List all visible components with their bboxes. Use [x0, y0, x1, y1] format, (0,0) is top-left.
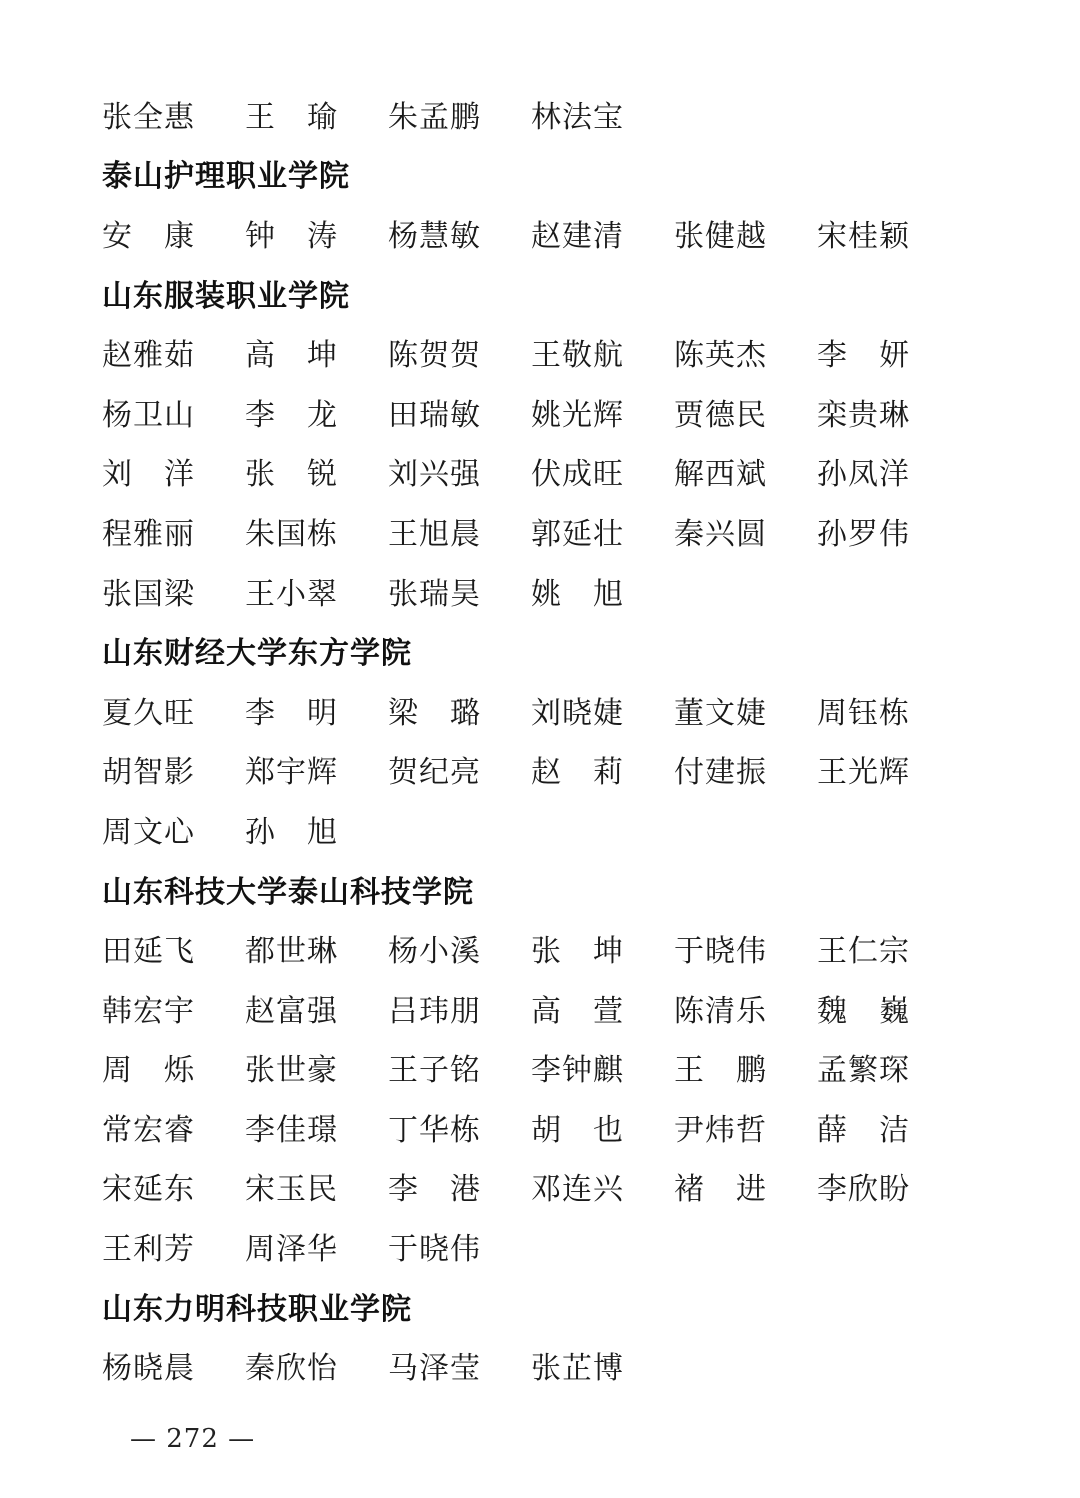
person-name — [531, 986, 674, 1030]
person-name — [102, 1224, 245, 1268]
person-name-text: 张 坤 — [531, 934, 623, 970]
person-name — [102, 986, 245, 1030]
person-name-text: 解 西 斌 — [674, 457, 766, 493]
person-name-text: 李 港 — [388, 1172, 480, 1208]
person-name — [531, 330, 674, 374]
name-row — [102, 501, 1002, 561]
person-name — [388, 1105, 531, 1149]
person-name-text: 付 建 振 — [674, 755, 766, 791]
person-name-text: 周 钰 栋 — [817, 695, 909, 731]
person-name — [102, 390, 245, 434]
person-name-text: 尹 炜 哲 — [674, 1112, 766, 1148]
person-name — [674, 211, 817, 255]
person-name-text: 张 国 梁 — [102, 576, 194, 612]
person-name-text: 张 全 惠 — [102, 99, 194, 135]
person-name-text: 李 佳 璟 — [245, 1112, 337, 1148]
person-name-text: 孟 繁 琛 — [817, 1053, 909, 1089]
name-row — [102, 442, 1002, 502]
person-name — [102, 807, 245, 851]
person-name — [245, 1105, 388, 1149]
person-name — [531, 92, 674, 136]
person-name — [245, 688, 388, 732]
person-name-text: 林 法 宝 — [531, 99, 623, 135]
person-name — [102, 1045, 245, 1089]
person-name — [102, 926, 245, 970]
person-name-text: 于 晓 伟 — [388, 1232, 480, 1268]
person-name — [674, 1164, 817, 1208]
person-name-text: 郑 宇 辉 — [245, 755, 337, 791]
person-name-text: 李 欣 盼 — [817, 1172, 909, 1208]
person-name — [817, 1105, 960, 1149]
person-name-text: 刘 兴 强 — [388, 457, 480, 493]
person-name — [245, 747, 388, 791]
person-name-text: 孙 凤 洋 — [817, 457, 909, 493]
person-name-text: 程 雅 丽 — [102, 516, 194, 552]
person-name — [674, 509, 817, 553]
person-name-text: 赵 建 清 — [531, 218, 623, 254]
person-name-text: 刘 晓 婕 — [531, 695, 623, 731]
person-name — [245, 449, 388, 493]
person-name-text: 褚 进 — [674, 1172, 766, 1208]
person-name — [245, 1164, 388, 1208]
person-name-text: 于 晓 伟 — [674, 934, 766, 970]
person-name — [102, 1164, 245, 1208]
person-name — [531, 509, 674, 553]
person-name-text: 贾 德 民 — [674, 397, 766, 433]
person-name — [388, 211, 531, 255]
person-name — [102, 569, 245, 613]
name-row — [102, 799, 1002, 859]
person-name — [388, 1045, 531, 1089]
person-name-text: 梁 璐 — [388, 695, 480, 731]
person-name-text: 田 瑞 敏 — [388, 397, 480, 433]
person-name-text: 周 泽 华 — [245, 1232, 337, 1268]
person-name — [531, 211, 674, 255]
person-name — [531, 390, 674, 434]
person-name — [674, 747, 817, 791]
person-name — [245, 1045, 388, 1089]
person-name — [817, 509, 960, 553]
person-name — [388, 747, 531, 791]
person-name — [817, 926, 960, 970]
person-name — [674, 1045, 817, 1089]
person-name-text: 吕 玮 朋 — [388, 993, 480, 1029]
person-name-text: 张 瑞 昊 — [388, 576, 480, 612]
person-name-text: 王 子 铭 — [388, 1053, 480, 1089]
person-name-text: 王 利 芳 — [102, 1232, 194, 1268]
person-name — [102, 92, 245, 136]
person-name — [817, 986, 960, 1030]
person-name-text: 邓 连 兴 — [531, 1172, 623, 1208]
person-name — [102, 1343, 245, 1387]
person-name-text: 赵 富 强 — [245, 993, 337, 1029]
person-name-text: 常 宏 睿 — [102, 1112, 194, 1148]
name-row — [102, 203, 1002, 263]
person-name — [817, 330, 960, 374]
person-name-text: 都 世 琳 — [245, 934, 337, 970]
person-name-text: 朱 国 栋 — [245, 516, 337, 552]
person-name — [102, 449, 245, 493]
person-name — [245, 807, 388, 851]
person-name-text: 张 锐 — [245, 457, 337, 493]
name-row — [102, 561, 1002, 621]
person-name-text: 王 光 辉 — [817, 755, 909, 791]
person-name-text: 陈 贺 贺 — [388, 338, 480, 374]
name-row — [102, 382, 1002, 442]
person-name — [674, 688, 817, 732]
person-name-text: 宋 延 东 — [102, 1172, 194, 1208]
name-row — [102, 740, 1002, 800]
person-name — [388, 330, 531, 374]
person-name — [531, 449, 674, 493]
person-name-text: 陈 英 杰 — [674, 338, 766, 374]
person-name-text: 王 敬 航 — [531, 338, 623, 374]
person-name — [245, 986, 388, 1030]
person-name-text: 伏 成 旺 — [531, 457, 623, 493]
person-name — [102, 211, 245, 255]
person-name-text: 姚 旭 — [531, 576, 623, 612]
person-name-text: 孙 罗 伟 — [817, 516, 909, 552]
person-name — [674, 1105, 817, 1149]
person-name — [674, 926, 817, 970]
person-name — [102, 1105, 245, 1149]
section-heading: 山东服装职业学院 — [102, 278, 350, 314]
section-heading: 山东力明科技职业学院 — [102, 1291, 412, 1327]
person-name-text: 王 瑜 — [245, 99, 337, 135]
person-name-text: 贺 纪 亮 — [388, 755, 480, 791]
person-name — [102, 330, 245, 374]
person-name — [245, 211, 388, 255]
person-name — [531, 1105, 674, 1149]
person-name-text: 魏 巍 — [817, 993, 909, 1029]
person-name — [674, 986, 817, 1030]
person-name-text: 刘 洋 — [102, 457, 194, 493]
name-row — [102, 1216, 1002, 1276]
person-name — [817, 449, 960, 493]
person-name — [817, 688, 960, 732]
person-name — [388, 92, 531, 136]
person-name-text: 高 坤 — [245, 338, 337, 374]
person-name — [102, 688, 245, 732]
person-name-text: 夏 久 旺 — [102, 695, 194, 731]
person-name-text: 赵 雅 茹 — [102, 338, 194, 374]
person-name-text: 王 仁 宗 — [817, 934, 909, 970]
person-name-text: 张 健 越 — [674, 218, 766, 254]
person-name-text: 姚 光 辉 — [531, 397, 623, 433]
name-row — [102, 1038, 1002, 1098]
person-name — [388, 926, 531, 970]
person-name — [388, 688, 531, 732]
name-row — [102, 1097, 1002, 1157]
person-name — [674, 390, 817, 434]
person-name-text: 秦 兴 圆 — [674, 516, 766, 552]
person-name — [531, 1164, 674, 1208]
person-name-text: 陈 清 乐 — [674, 993, 766, 1029]
person-name — [245, 1343, 388, 1387]
person-name-text: 丁 华 栋 — [388, 1112, 480, 1148]
person-name-text: 郭 延 壮 — [531, 516, 623, 552]
person-name-text: 高 萱 — [531, 993, 623, 1029]
person-name-text: 朱 孟 鹏 — [388, 99, 480, 135]
person-name — [674, 330, 817, 374]
person-name — [674, 449, 817, 493]
name-row — [102, 322, 1002, 382]
name-row — [102, 1157, 1002, 1217]
person-name — [531, 1045, 674, 1089]
person-name-text: 胡 智 影 — [102, 755, 194, 791]
person-name-text: 李 妍 — [817, 338, 909, 374]
person-name-text: 杨 晓 晨 — [102, 1351, 194, 1387]
person-name-text: 胡 也 — [531, 1112, 623, 1148]
person-name-text: 李 明 — [245, 695, 337, 731]
person-name-text: 李 钟 麒 — [531, 1053, 623, 1089]
person-name-text: 周 文 心 — [102, 814, 194, 850]
section-heading: 山东科技大学泰山科技学院 — [102, 874, 474, 910]
person-name-text: 王 鹏 — [674, 1053, 766, 1089]
page-number: — 272 — — [130, 1424, 256, 1454]
section-heading: 山东财经大学东方学院 — [102, 636, 412, 672]
person-name — [817, 747, 960, 791]
person-name — [245, 509, 388, 553]
person-name-text: 杨 卫 山 — [102, 397, 194, 433]
name-row — [102, 918, 1002, 978]
person-name-text: 孙 旭 — [245, 814, 337, 850]
person-name-text: 安 康 — [102, 218, 194, 254]
person-name-text: 张 世 豪 — [245, 1053, 337, 1089]
person-name-text: 王 旭 晨 — [388, 516, 480, 552]
person-name-text: 李 龙 — [245, 397, 337, 433]
name-row — [102, 978, 1002, 1038]
person-name — [531, 1343, 674, 1387]
person-name — [245, 1224, 388, 1268]
document-body — [102, 84, 1002, 1395]
person-name — [817, 1045, 960, 1089]
person-name-text: 田 延 飞 — [102, 934, 194, 970]
person-name — [388, 1224, 531, 1268]
person-name-text: 栾 贵 琳 — [817, 397, 909, 433]
person-name — [388, 449, 531, 493]
person-name-text: 韩 宏 宇 — [102, 993, 194, 1029]
person-name-text: 宋 桂 颖 — [817, 218, 909, 254]
person-name — [388, 569, 531, 613]
person-name-text: 董 文 婕 — [674, 695, 766, 731]
person-name — [388, 986, 531, 1030]
name-row — [102, 680, 1002, 740]
name-row — [102, 1335, 1002, 1395]
person-name — [817, 211, 960, 255]
person-name-text: 周 烁 — [102, 1053, 194, 1089]
person-name — [531, 926, 674, 970]
person-name-text: 赵 莉 — [531, 755, 623, 791]
person-name — [388, 1164, 531, 1208]
person-name — [388, 1343, 531, 1387]
person-name — [245, 92, 388, 136]
person-name-text: 薛 洁 — [817, 1112, 909, 1148]
person-name-text: 钟 涛 — [245, 218, 337, 254]
person-name — [388, 509, 531, 553]
person-name — [817, 1164, 960, 1208]
person-name — [245, 390, 388, 434]
person-name-text: 宋 玉 民 — [245, 1172, 337, 1208]
name-row — [102, 84, 1002, 144]
person-name — [102, 747, 245, 791]
person-name — [245, 330, 388, 374]
person-name — [531, 688, 674, 732]
section-heading: 泰山护理职业学院 — [102, 159, 350, 195]
person-name — [531, 747, 674, 791]
person-name — [388, 390, 531, 434]
person-name — [531, 569, 674, 613]
person-name — [245, 569, 388, 613]
person-name-text: 杨 慧 敏 — [388, 218, 480, 254]
person-name-text: 秦 欣 怡 — [245, 1351, 337, 1387]
person-name — [102, 509, 245, 553]
person-name-text: 王 小 翠 — [245, 576, 337, 612]
person-name-text: 张 芷 博 — [531, 1351, 623, 1387]
person-name — [817, 390, 960, 434]
person-name-text: 杨 小 溪 — [388, 934, 480, 970]
person-name-text: 马 泽 莹 — [388, 1351, 480, 1387]
person-name — [245, 926, 388, 970]
